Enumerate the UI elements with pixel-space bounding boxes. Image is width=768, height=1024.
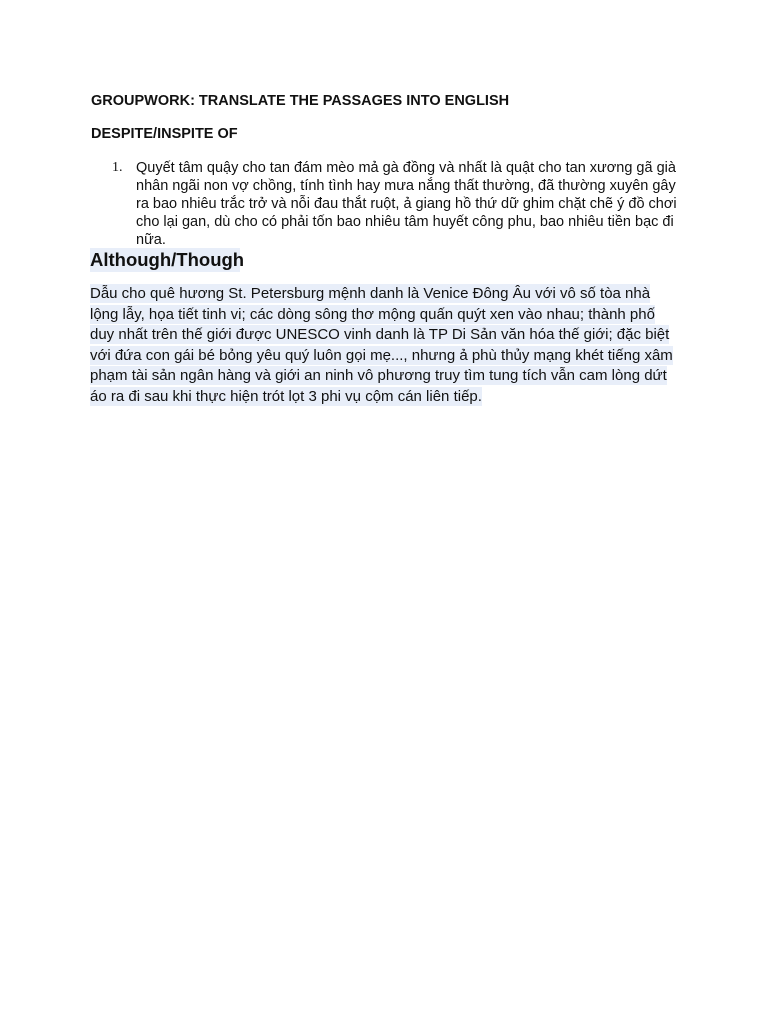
numbered-list [91,159,681,249]
page-title: GROUPWORK: TRANSLATE THE PASSAGES INTO ENGLISH [91,93,510,109]
list-item-text: Quyết tâm quậy cho tan đám mèo mả gà đồng và nhất là quật cho tan xương gã già nhân ngãi non vợ chồng, tính tình hay mưa nắng thất thường, đã thường xuyên gây ra bao nhiêu trắc trở và nỗi đau thắt ruột, ả giang hồ thứ dữ ghim chặt chẽ ý đồ chơi cho lại gan, dù cho có phải tốn bao nhiêu tâm huyết công phu, bao nhiêu tiền bạc đi nữa. [136,160,677,248]
section-heading-despite: DESPITE/INSPITE OF [91,126,238,142]
list-item [91,159,681,249]
section-heading-although: Although/Though [90,249,245,270]
section-paragraph [90,284,682,407]
list-number: 1. [112,160,123,175]
highlighted-paragraph-text: Dẫu cho quê hương St. Petersburg mệnh danh là Venice Đông Âu với vô số tòa nhà lộng lẫy, họa tiết tinh vi; các dòng sông thơ mộng quấn quýt xen vào nhau; thành phố duy nhất trên thế giới được UNESCO vinh danh là TP Di Sản văn hóa thế giới; đặc biệt với đứa con gái bé bỏng yêu quý luôn gọi mẹ..., nhưng ả phù thủy mạng khét tiếng xâm phạm tài sản ngân hàng và giới an ninh vô phương truy tìm tung tích vẫn cam lòng dứt áo ra đi sau khi thực hiện trót lọt 3 phi vụ cộm cán liên tiếp. [90,285,673,405]
